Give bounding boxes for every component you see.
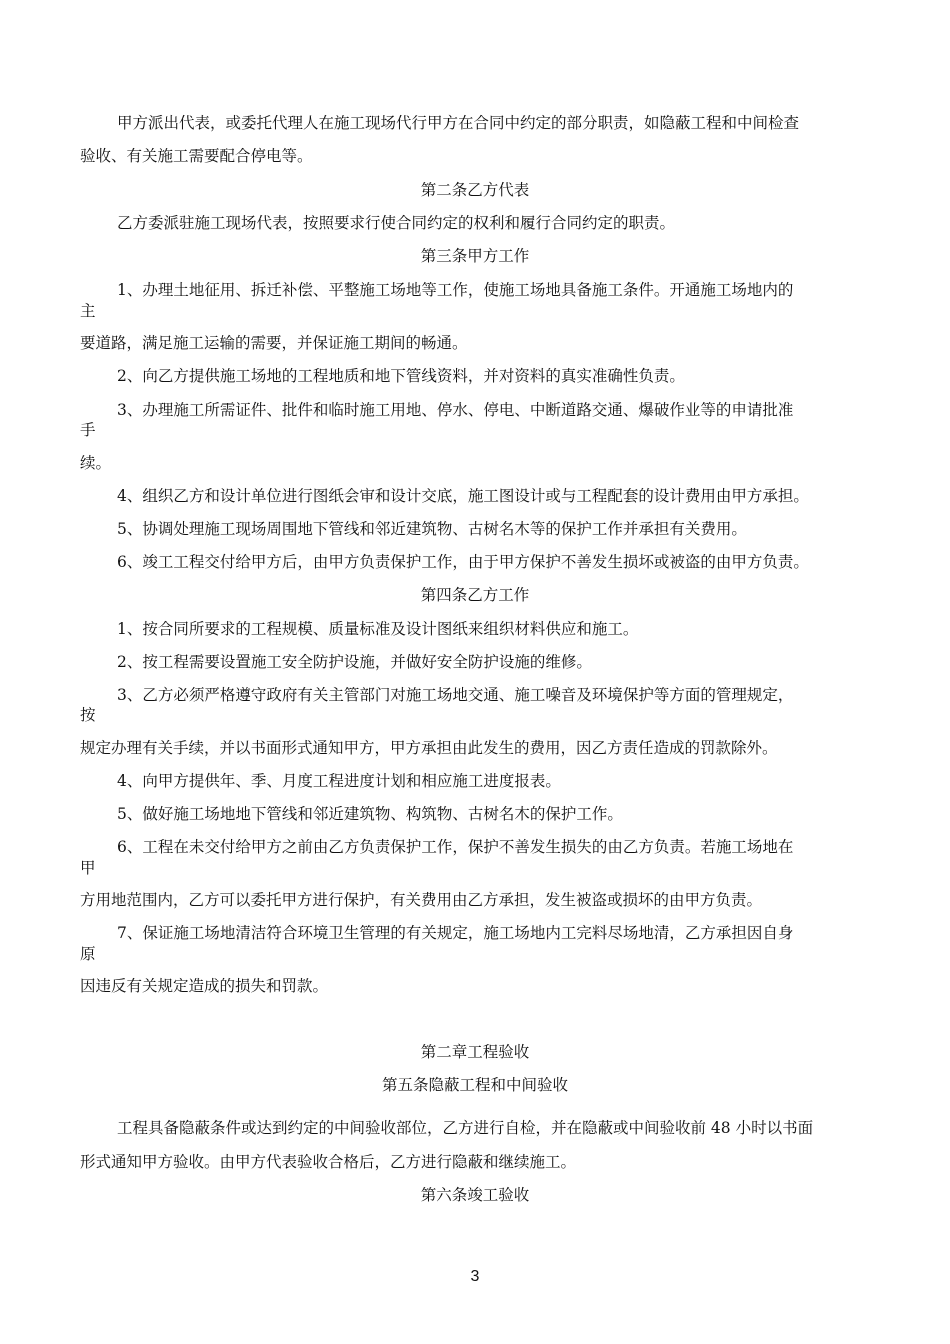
page-number: 3 <box>470 1268 480 1285</box>
paragraph-line: 3、乙方必须严格遵守政府有关主管部门对施工场地交通、施工噪音及环境保护等方面的管理规定， <box>117 686 794 704</box>
paragraph-line: 6、竣工工程交付给甲方后，由甲方负责保护工作，由于甲方保护不善发生损坏或被盗的由甲方负责。 <box>117 553 809 571</box>
paragraph-line: 因违反有关规定造成的损失和罚款。 <box>80 977 329 995</box>
paragraph-line: 6、工程在未交付给甲方之前由乙方负责保护工作，保护不善发生损失的由乙方负责。若施工场地在 <box>117 838 794 856</box>
paragraph-line: 形式通知甲方验收。由甲方代表验收合格后，乙方进行隐蔽和继续施工。 <box>80 1153 577 1171</box>
paragraph-line: 1、办理土地征用、拆迁补偿、平整施工场地等工作，使施工场地具备施工条件。开通施工场地内的 <box>117 281 794 299</box>
paragraph-line: 主 <box>80 302 96 320</box>
paragraph-line: 原 <box>80 945 96 963</box>
paragraph-line: 7、保证施工场地清洁符合环境卫生管理的有关规定，施工场地内工完料尽场地清，乙方承担因自身 <box>117 924 794 942</box>
section-heading: 第二条乙方代表 <box>420 181 530 199</box>
paragraph-line: 方用地范围内，乙方可以委托甲方进行保护，有关费用由乙方承担，发生被盗或损坏的由甲方负责。 <box>80 891 763 909</box>
paragraph-line: 甲 <box>80 859 96 877</box>
paragraph-line: 2、按工程需要设置施工安全防护设施，并做好安全防护设施的维修。 <box>117 653 592 671</box>
paragraph-line: 4、组织乙方和设计单位进行图纸会审和设计交底，施工图设计或与工程配套的设计费用由甲方承担。 <box>117 487 809 505</box>
paragraph-line: 4、向甲方提供年、季、月度工程进度计划和相应施工进度报表。 <box>117 772 561 790</box>
paragraph-line: 5、协调处理施工现场周围地下管线和邻近建筑物、古树名木等的保护工作并承担有关费用。 <box>117 520 747 538</box>
paragraph-line: 按 <box>80 706 96 724</box>
paragraph-line: 验收、有关施工需要配合停电等。 <box>80 147 313 165</box>
paragraph-line: 规定办理有关手续，并以书面形式通知甲方，甲方承担由此发生的费用，因乙方责任造成的罚款除外。 <box>80 739 778 757</box>
section-heading: 第六条竣工验收 <box>420 1186 530 1204</box>
paragraph-line: 乙方委派驻施工现场代表，按照要求行使合同约定的权利和履行合同约定的职责。 <box>117 214 676 232</box>
paragraph-line: 手 <box>80 421 96 439</box>
paragraph-line: 续。 <box>80 454 112 472</box>
paragraph-line: 甲方派出代表，或委托代理人在施工现场代行甲方在合同中约定的部分职责，如隐蔽工程和中间检查 <box>117 114 800 132</box>
paragraph-line: 2、向乙方提供施工场地的工程地质和地下管线资料，并对资料的真实准确性负责。 <box>117 367 685 385</box>
section-heading: 第五条隐蔽工程和中间验收 <box>381 1076 568 1094</box>
paragraph-line: 1、按合同所要求的工程规模、质量标准及设计图纸来组织材料供应和施工。 <box>117 620 639 638</box>
paragraph-line: 工程具备隐蔽条件或达到约定的中间验收部位，乙方进行自检，并在隐蔽或中间验收前 48 小时以书面 <box>117 1119 814 1137</box>
paragraph-line: 要道路，满足施工运输的需要，并保证施工期间的畅通。 <box>80 334 468 352</box>
section-heading: 第四条乙方工作 <box>420 586 530 604</box>
section-heading: 第三条甲方工作 <box>420 247 530 265</box>
paragraph-line: 5、做好施工场地地下管线和邻近建筑物、构筑物、古树名木的保护工作。 <box>117 805 623 823</box>
paragraph-line: 3、办理施工所需证件、批件和临时施工用地、停水、停电、中断道路交通、爆破作业等的申请批准 <box>117 401 794 419</box>
chapter-heading: 第二章工程验收 <box>420 1043 530 1061</box>
